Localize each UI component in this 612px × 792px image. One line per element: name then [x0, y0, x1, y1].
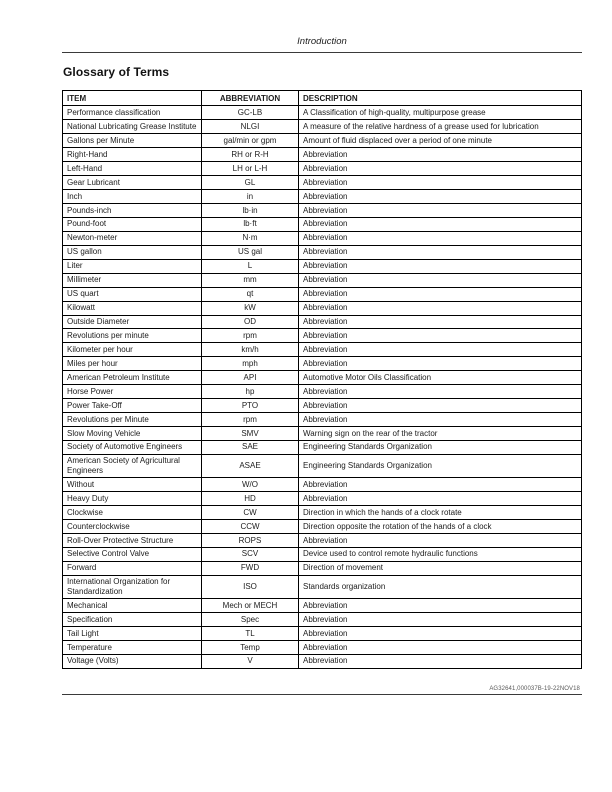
cell-description: A Classification of high-quality, multipurpose grease	[299, 106, 582, 120]
table-row	[63, 547, 582, 561]
table-row	[63, 613, 582, 627]
cell-item: Revolutions per minute	[63, 329, 202, 343]
cell-description: Engineering Standards Organization	[299, 440, 582, 454]
table-row	[63, 520, 582, 534]
table-row	[63, 148, 582, 162]
table-row	[63, 641, 582, 655]
cell-abbreviation: PTO	[202, 399, 299, 413]
table-row	[63, 287, 582, 301]
cell-abbreviation: lb·in	[202, 204, 299, 218]
table-row	[63, 492, 582, 506]
cell-item: Heavy Duty	[63, 492, 202, 506]
cell-abbreviation: ROPS	[202, 534, 299, 548]
table-row	[63, 506, 582, 520]
cell-abbreviation: API	[202, 371, 299, 385]
cell-description: Direction opposite the rotation of the hands of a clock	[299, 520, 582, 534]
cell-description: A measure of the relative hardness of a grease used for lubrication	[299, 120, 582, 134]
cell-description: Abbreviation	[299, 385, 582, 399]
table-row	[63, 315, 582, 329]
cell-description: Abbreviation	[299, 329, 582, 343]
table-row	[63, 301, 582, 315]
cell-abbreviation: SCV	[202, 547, 299, 561]
table-row	[63, 190, 582, 204]
table-row	[63, 534, 582, 548]
cell-description: Abbreviation	[299, 204, 582, 218]
cell-description: Abbreviation	[299, 148, 582, 162]
cell-description: Abbreviation	[299, 217, 582, 231]
cell-abbreviation: NLGI	[202, 120, 299, 134]
table-row	[63, 561, 582, 575]
cell-item: Gear Lubricant	[63, 176, 202, 190]
table-row	[63, 343, 582, 357]
cell-abbreviation: GC-LB	[202, 106, 299, 120]
table-row	[63, 575, 582, 598]
cell-item: Pound-foot	[63, 217, 202, 231]
cell-item: Miles per hour	[63, 357, 202, 371]
cell-description: Abbreviation	[299, 190, 582, 204]
cell-abbreviation: ISO	[202, 575, 299, 598]
cell-description: Direction in which the hands of a clock rotate	[299, 506, 582, 520]
cell-item: Selective Control Valve	[63, 547, 202, 561]
cell-item: Mechanical	[63, 599, 202, 613]
cell-item: American Society of Agricultural Engineers	[63, 454, 202, 477]
cell-item: American Petroleum Institute	[63, 371, 202, 385]
cell-abbreviation: LH or L-H	[202, 162, 299, 176]
cell-abbreviation: W/O	[202, 478, 299, 492]
table-row	[63, 413, 582, 427]
cell-item: Performance classification	[63, 106, 202, 120]
cell-description: Abbreviation	[299, 613, 582, 627]
cell-item: Counterclockwise	[63, 520, 202, 534]
cell-description: Abbreviation	[299, 641, 582, 655]
cell-description: Abbreviation	[299, 627, 582, 641]
table-row	[63, 454, 582, 477]
cell-abbreviation: N·m	[202, 231, 299, 245]
cell-description: Direction of movement	[299, 561, 582, 575]
table-row	[63, 106, 582, 120]
table-row	[63, 204, 582, 218]
cell-item: Pounds-inch	[63, 204, 202, 218]
cell-abbreviation: HD	[202, 492, 299, 506]
cell-description: Abbreviation	[299, 478, 582, 492]
page-content	[62, 36, 582, 695]
cell-abbreviation: Temp	[202, 641, 299, 655]
glossary-table-body	[63, 106, 582, 668]
table-row	[63, 176, 582, 190]
cell-description: Abbreviation	[299, 357, 582, 371]
cell-item: National Lubricating Grease Institute	[63, 120, 202, 134]
cell-item: Right-Hand	[63, 148, 202, 162]
cell-abbreviation: L	[202, 259, 299, 273]
table-row	[63, 134, 582, 148]
cell-abbreviation: V	[202, 654, 299, 668]
cell-description: Standards organization	[299, 575, 582, 598]
cell-description: Warning sign on the rear of the tractor	[299, 427, 582, 441]
cell-item: Voltage (Volts)	[63, 654, 202, 668]
cell-description: Abbreviation	[299, 492, 582, 506]
cell-description: Abbreviation	[299, 399, 582, 413]
cell-description: Abbreviation	[299, 273, 582, 287]
cell-abbreviation: hp	[202, 385, 299, 399]
cell-abbreviation: rpm	[202, 329, 299, 343]
cell-description: Abbreviation	[299, 343, 582, 357]
cell-item: International Organization for Standardization	[63, 575, 202, 598]
cell-description: Abbreviation	[299, 245, 582, 259]
table-row	[63, 478, 582, 492]
table-row	[63, 654, 582, 668]
header-rule	[62, 52, 582, 53]
cell-item: Liter	[63, 259, 202, 273]
cell-abbreviation: kW	[202, 301, 299, 315]
section-title: Glossary of Terms	[63, 65, 170, 79]
glossary-table	[62, 90, 582, 669]
cell-description: Abbreviation	[299, 176, 582, 190]
table-row	[63, 329, 582, 343]
cell-abbreviation: Mech or MECH	[202, 599, 299, 613]
cell-item: Clockwise	[63, 506, 202, 520]
cell-abbreviation: OD	[202, 315, 299, 329]
cell-item: Revolutions per Minute	[63, 413, 202, 427]
cell-item: Millimeter	[63, 273, 202, 287]
cell-description: Abbreviation	[299, 413, 582, 427]
cell-abbreviation: mph	[202, 357, 299, 371]
cell-item: Left-Hand	[63, 162, 202, 176]
table-header-row	[63, 91, 582, 106]
page-footer	[62, 686, 582, 695]
table-row	[63, 599, 582, 613]
cell-abbreviation: rpm	[202, 413, 299, 427]
cell-description: Abbreviation	[299, 259, 582, 273]
cell-item: Slow Moving Vehicle	[63, 427, 202, 441]
cell-abbreviation: CCW	[202, 520, 299, 534]
cell-description: Abbreviation	[299, 301, 582, 315]
cell-description: Abbreviation	[299, 231, 582, 245]
cell-description: Device used to control remote hydraulic functions	[299, 547, 582, 561]
cell-abbreviation: qt	[202, 287, 299, 301]
cell-abbreviation: FWD	[202, 561, 299, 575]
table-row	[63, 231, 582, 245]
cell-item: Forward	[63, 561, 202, 575]
page-header	[62, 36, 582, 53]
table-row	[63, 399, 582, 413]
cell-abbreviation: Spec	[202, 613, 299, 627]
cell-description: Abbreviation	[299, 287, 582, 301]
footer-rule	[62, 694, 582, 695]
cell-item: Horse Power	[63, 385, 202, 399]
table-row	[63, 427, 582, 441]
cell-item: Newton-meter	[63, 231, 202, 245]
cell-description: Abbreviation	[299, 162, 582, 176]
cell-item: Society of Automotive Engineers	[63, 440, 202, 454]
running-header-title: Introduction	[297, 36, 347, 47]
cell-item: Kilowatt	[63, 301, 202, 315]
column-header-abbreviation: ABBREVIATION	[202, 91, 299, 106]
cell-abbreviation: CW	[202, 506, 299, 520]
cell-item: US gallon	[63, 245, 202, 259]
table-row	[63, 273, 582, 287]
cell-description: Abbreviation	[299, 654, 582, 668]
cell-abbreviation: gal/min or gpm	[202, 134, 299, 148]
table-row	[63, 120, 582, 134]
cell-item: US quart	[63, 287, 202, 301]
cell-description: Automotive Motor Oils Classification	[299, 371, 582, 385]
table-row	[63, 627, 582, 641]
cell-item: Roll-Over Protective Structure	[63, 534, 202, 548]
document-code: AG32641,000037B-19-22NOV18	[489, 685, 580, 692]
cell-item: Temperature	[63, 641, 202, 655]
cell-abbreviation: ASAE	[202, 454, 299, 477]
table-row	[63, 357, 582, 371]
table-row	[63, 162, 582, 176]
cell-abbreviation: US gal	[202, 245, 299, 259]
table-row	[63, 385, 582, 399]
table-row	[63, 245, 582, 259]
cell-description: Abbreviation	[299, 534, 582, 548]
cell-abbreviation: SMV	[202, 427, 299, 441]
column-header-description: DESCRIPTION	[299, 91, 582, 106]
cell-item: Inch	[63, 190, 202, 204]
cell-description: Engineering Standards Organization	[299, 454, 582, 477]
cell-abbreviation: RH or R-H	[202, 148, 299, 162]
cell-abbreviation: km/h	[202, 343, 299, 357]
cell-item: Tail Light	[63, 627, 202, 641]
cell-item: Kilometer per hour	[63, 343, 202, 357]
table-row	[63, 371, 582, 385]
cell-item: Power Take-Off	[63, 399, 202, 413]
cell-description: Amount of fluid displaced over a period of one minute	[299, 134, 582, 148]
cell-item: Gallons per Minute	[63, 134, 202, 148]
column-header-item: ITEM	[63, 91, 202, 106]
cell-abbreviation: mm	[202, 273, 299, 287]
cell-abbreviation: lb·ft	[202, 217, 299, 231]
cell-abbreviation: GL	[202, 176, 299, 190]
cell-item: Outside Diameter	[63, 315, 202, 329]
table-row	[63, 440, 582, 454]
cell-abbreviation: in	[202, 190, 299, 204]
cell-item: Without	[63, 478, 202, 492]
cell-description: Abbreviation	[299, 599, 582, 613]
cell-abbreviation: SAE	[202, 440, 299, 454]
cell-abbreviation: TL	[202, 627, 299, 641]
cell-item: Specification	[63, 613, 202, 627]
table-row	[63, 259, 582, 273]
cell-description: Abbreviation	[299, 315, 582, 329]
table-row	[63, 217, 582, 231]
